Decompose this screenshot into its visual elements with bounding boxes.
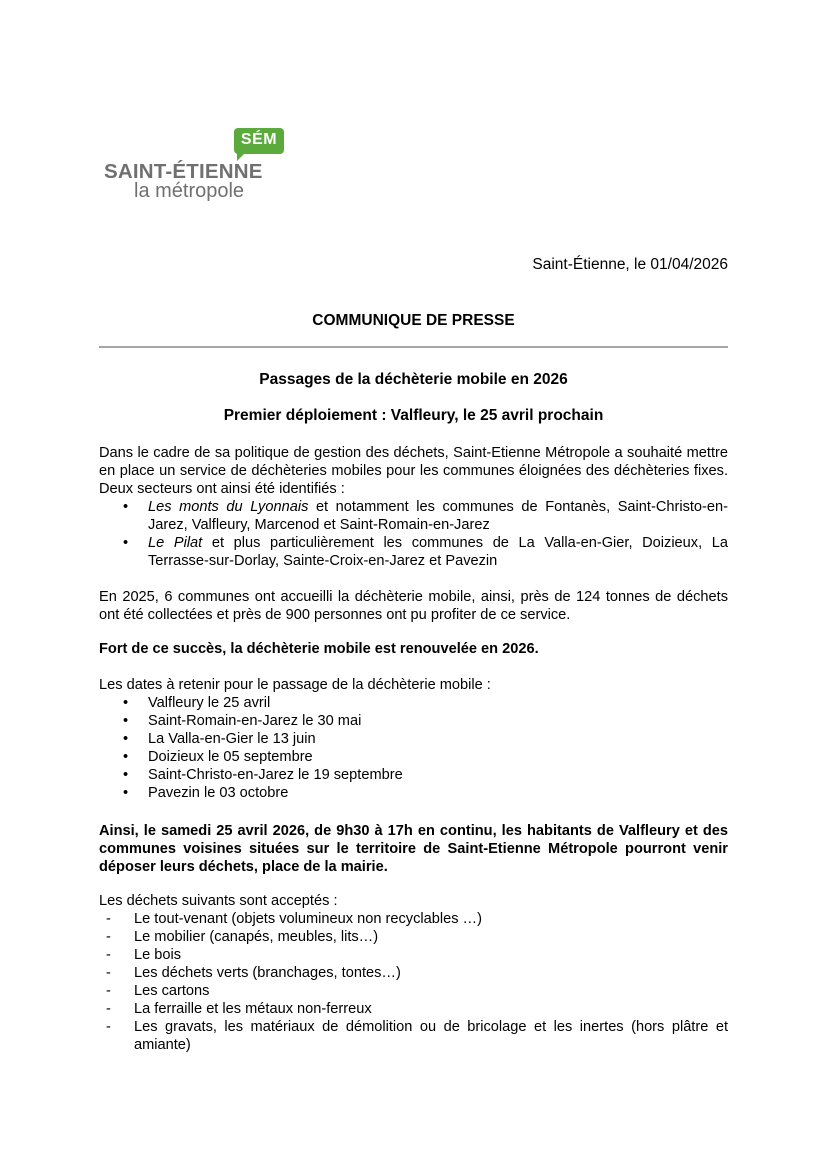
logo-line-1: SAINT-ÉTIENNE [104, 160, 263, 183]
sem-badge [234, 128, 284, 154]
announcement-text: Ainsi, le samedi 25 avril 2026, de 9h30 à 17h en continu, les habitants de Valfleury et des communes voisines situées sur le territoire de Saint-Etienne Métropole pourront venir déposer leurs déchets, place de la mairie. [99, 823, 728, 875]
subtitle-first-deployment: Premier déploiement : Valfleury, le 25 avril prochain [223, 407, 604, 424]
list-item: - Les gravats, les matériaux de démolition ou de bricolage et les inertes (hors plâtre et amiante) [99, 1018, 728, 1054]
accepted-intro: Les déchets suivants sont acceptés : [99, 893, 338, 909]
list-item: • Saint-Romain-en-Jarez le 30 mai [99, 712, 728, 730]
list-item: - Le mobilier (canapés, meubles, lits…) [99, 928, 728, 946]
intro-section [99, 444, 728, 570]
list-item: • Saint-Christo-en-Jarez le 19 septembre [99, 766, 728, 784]
accepted-section [99, 892, 728, 1054]
stats-text: En 2025, 6 communes ont accueilli la déchèterie mobile, ainsi, près de 124 tonnes de déchets ont été collectées et près de 900 personnes ont pu profiter de ce service. [99, 589, 728, 623]
stats-paragraph [99, 588, 728, 624]
list-item: - La ferraille et les métaux non-ferreux [99, 1000, 728, 1018]
list-item: - Le tout-venant (objets volumineux non recyclables …) [99, 910, 728, 928]
list-item: • Pavezin le 03 octobre [99, 784, 728, 802]
list-item: • Doizieux le 05 septembre [99, 748, 728, 766]
list-item: - Les déchets verts (branchages, tontes…) [99, 964, 728, 982]
list-item: • Valfleury le 25 avril [99, 694, 728, 712]
dates-intro: Les dates à retenir pour le passage de la déchèterie mobile : [99, 677, 491, 693]
dates-list [99, 694, 728, 802]
divider [99, 346, 728, 348]
list-item [99, 534, 728, 570]
list-item: • La Valla-en-Gier le 13 juin [99, 730, 728, 748]
sector-name: Le Pilat [148, 535, 203, 551]
sector-text: et plus particulièrement les communes de La Valla-en-Gier, Doizieux, La Terrasse-sur-Dorlay, Sainte-Croix-en-Jarez et Pavezin [148, 535, 728, 569]
date-line: Saint-Étienne, le 01/04/2026 [532, 256, 728, 273]
accepted-list [99, 910, 728, 1054]
success-paragraph [99, 640, 728, 658]
saint-etienne-metropole-logo [104, 128, 289, 208]
list-item: - Les cartons [99, 982, 728, 1000]
intro-paragraph: Dans le cadre de sa politique de gestion des déchets, Saint-Etienne Métropole a souhaité mettre en place un service de déchèteries mobiles pour les communes éloignées des déchèteries fixes. Deux secteurs ont ainsi été identifiés : [99, 445, 728, 497]
logo-line-2: la métropole [134, 180, 245, 202]
press-title: COMMUNIQUE DE PRESSE [312, 312, 515, 329]
success-text: Fort de ce succès, la déchèterie mobile est renouvelée en 2026. [99, 641, 539, 657]
sector-name: Les monts du Lyonnais [148, 499, 309, 515]
dates-section [99, 676, 728, 802]
announcement-paragraph [99, 822, 728, 876]
sectors-list [99, 498, 728, 570]
sector-text: et notamment les communes de Fontanès, Saint-Christo-en-Jarez, Valfleury, Marcenod et Saint-Romain-en-Jarez [148, 499, 728, 533]
subtitle-passages: Passages de la déchèterie mobile en 2026 [259, 371, 568, 388]
list-item [99, 498, 728, 534]
sem-badge-text: SÉM [240, 131, 278, 148]
list-item: - Le bois [99, 946, 728, 964]
